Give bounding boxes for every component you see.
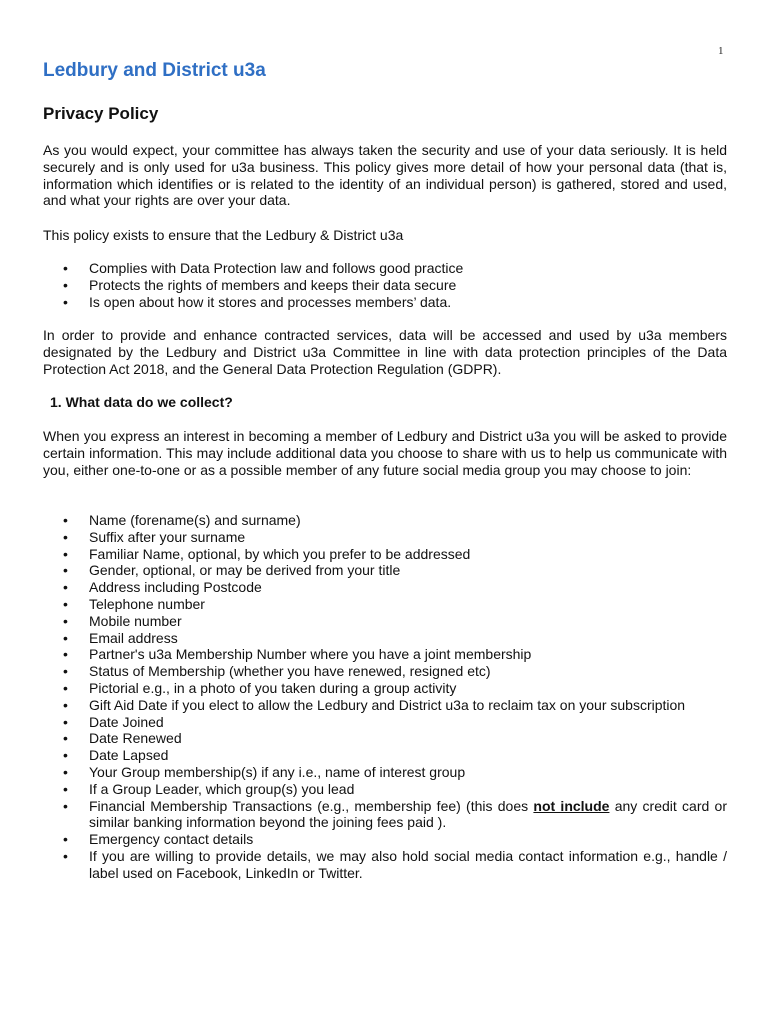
contracted-services-paragraph: In order to provide and enhance contracted services, data will be accessed and used by u3a members designated by the Ledbury and District u3a Committee in line with data protection principles of the Data Protection Act 2018, and the General Data Protection Regulation (GDPR). xyxy=(43,327,727,377)
page-number: 1 xyxy=(718,45,724,57)
organisation-title: Ledbury and District u3a xyxy=(43,60,266,81)
list-item: • Pictorial e.g., in a photo of you taken during a group activity xyxy=(63,679,457,696)
bullet-icon: • xyxy=(63,847,68,864)
list-item: • Protects the rights of members and keeps their data secure xyxy=(63,276,457,293)
list-item: • Date Renewed xyxy=(63,730,182,747)
list-item: • Suffix after your surname xyxy=(63,528,246,545)
list-item: • Familiar Name, optional, by which you prefer to be addressed xyxy=(63,545,471,562)
list-item: • Is open about how it stores and processes members’ data. xyxy=(63,293,452,310)
bullet-icon: • xyxy=(63,696,68,713)
bullet-icon: • xyxy=(63,629,68,646)
bullet-icon: • xyxy=(63,276,68,293)
list-item: • Emergency contact details xyxy=(63,831,254,848)
list-item: • If a Group Leader, which group(s) you lead xyxy=(63,780,355,797)
bullet-icon: • xyxy=(63,747,68,764)
section-1-paragraph: When you express an interest in becoming a member of Ledbury and District u3a you will be asked to provide certain information. This may include additional data you choose to share with us to help us communicate with you, either one-to-one or as a possible member of any future social media group you may choose to join: xyxy=(43,428,727,478)
list-item: • Date Lapsed xyxy=(63,747,169,764)
bullet-icon: • xyxy=(63,763,68,780)
bullet-icon: • xyxy=(63,646,68,663)
bullet-icon: • xyxy=(63,612,68,629)
collected-data-list xyxy=(43,512,727,882)
list-item: • Your Group membership(s) if any i.e., name of interest group xyxy=(63,763,466,780)
bullet-icon: • xyxy=(63,545,68,562)
bullet-icon: • xyxy=(63,797,68,814)
list-item: • Complies with Data Protection law and follows good practice xyxy=(63,260,464,276)
list-item: • Telephone number xyxy=(63,595,205,612)
list-item: • Gift Aid Date if you elect to allow the Ledbury and District u3a to reclaim tax on your subscription xyxy=(63,696,686,713)
policy-title: Privacy Policy xyxy=(43,104,159,123)
policy-exists-paragraph: This policy exists to ensure that the Ledbury & District u3a xyxy=(43,227,404,243)
intro-paragraph: As you would expect, your committee has always taken the security and use of your data seriously. It is held securely and is only used for u3a business. This policy gives more detail of how your personal data (that is, information which identifies or is related to the identity of an individual person) is gathered, stored and used, and what your rights are over your data. xyxy=(43,142,727,209)
bullet-icon: • xyxy=(63,831,68,848)
bullet-icon: • xyxy=(63,528,68,545)
not-include-emphasis: not include xyxy=(533,797,610,814)
bullet-icon: • xyxy=(63,730,68,747)
list-item: • Email address xyxy=(63,629,178,646)
bullet-icon: • xyxy=(63,579,68,596)
bullet-icon: • xyxy=(63,293,68,310)
bullet-icon: • xyxy=(63,260,68,276)
list-item: • Gender, optional, or may be derived from your title xyxy=(63,562,401,579)
list-item: • Address including Postcode xyxy=(63,579,262,596)
list-item: • Name (forename(s) and surname) xyxy=(63,512,301,528)
list-item: • If you are willing to provide details, we may also hold social media contact information e.g., handle / label used on Facebook, LinkedIn or Twitter. xyxy=(63,847,727,881)
bullet-icon: • xyxy=(63,780,68,797)
bullet-icon: • xyxy=(63,595,68,612)
list-item: • Partner's u3a Membership Number where you have a joint membership xyxy=(63,646,532,663)
list-item: • Mobile number xyxy=(63,612,182,629)
section-heading-what-data: 1. What data do we collect? xyxy=(50,394,233,410)
list-item-financial: • Financial Membership Transactions (e.g., membership fee) (this does not include any credit card or similar banking information beyond the joining fees paid ). xyxy=(63,797,727,831)
bullet-icon: • xyxy=(63,663,68,680)
ensure-list xyxy=(43,260,727,310)
bullet-icon: • xyxy=(63,562,68,579)
list-item: • Date Joined xyxy=(63,713,164,730)
bullet-icon: • xyxy=(63,512,68,528)
bullet-icon: • xyxy=(63,679,68,696)
bullet-icon: • xyxy=(63,713,68,730)
list-item: • Status of Membership (whether you have renewed, resigned etc) xyxy=(63,663,491,680)
